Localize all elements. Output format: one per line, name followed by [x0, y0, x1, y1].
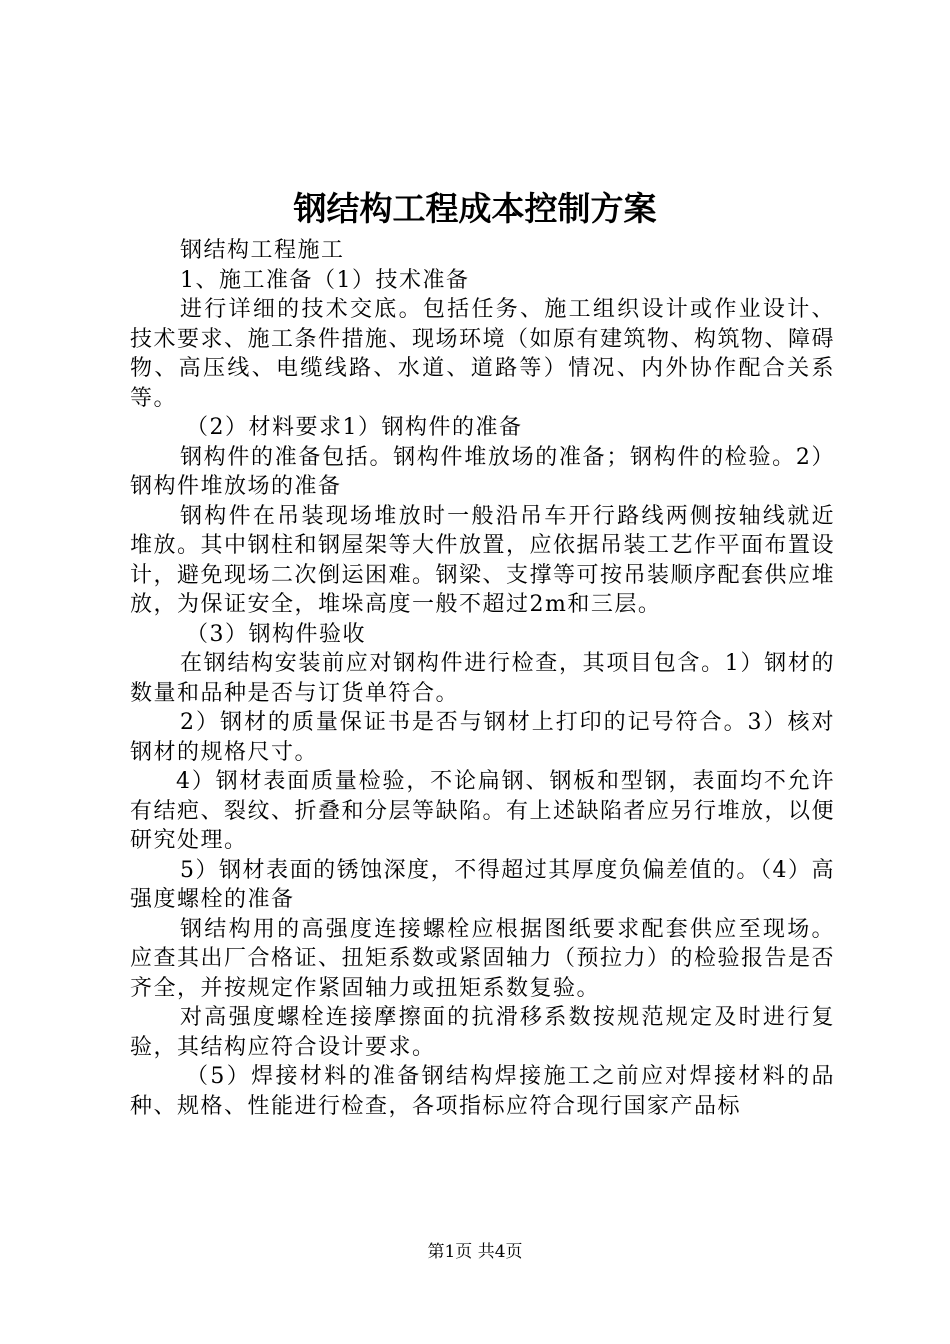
paragraph: 钢结构工程施工: [180, 238, 345, 263]
paragraph: （2）材料要求1）钢构件的准备: [186, 415, 523, 440]
document-title: 钢结构工程成本控制方案: [293, 189, 657, 228]
paragraph: 2）钢材的质量保证书是否与钢材上打印的记号符合。3）核对钢材的规格尺寸。: [130, 710, 835, 765]
paragraph: 进行详细的技术交底。包括任务、施工组织设计或作业设计、技术要求、施工条件措施、现场环境（如原有建筑物、构筑物、障碍物、高压线、电缆线路、水道、道路等）情况、内外协作配合关系等。: [130, 297, 836, 411]
paragraph: 4）钢材表面质量检验，不论扁钢、钢板和型钢，表面均不允许有结疤、裂纹、折叠和分层等缺陷。有上述缺陷者应另行堆放，以便研究处理。: [130, 769, 836, 853]
page-footer: 第1页 共4页: [427, 1242, 523, 1262]
paragraph: 1、施工准备（1）技术准备: [180, 267, 470, 293]
document-body: [130, 236, 835, 1121]
paragraph: （5）焊接材料的准备钢结构焊接施工之前应对焊接材料的品种、规格、性能进行检查，各项指标应符合现行国家产品标: [130, 1064, 835, 1119]
paragraph: 钢构件在吊装现场堆放时一般沿吊车开行路线两侧按轴线就近堆放。其中钢柱和钢屋架等大件放置，应依据吊装工艺作平面布置设计，避免现场二次倒运困难。钢梁、支撑等可按吊装顺序配套供应堆放，为保证安全，堆垛高度一般不超过2m和三层。: [130, 503, 836, 617]
paragraph: （3）钢构件验收: [186, 621, 366, 647]
paragraph: 钢结构用的高强度连接螺栓应根据图纸要求配套供应至现场。应查其出厂合格证、扭矩系数或紧固轴力（预拉力）的检验报告是否齐全，并按规定作紧固轴力或扭矩系数复验。: [130, 916, 836, 1001]
paragraph: 对高强度螺栓连接摩擦面的抗滑移系数按规范规定及时进行复验，其结构应符合设计要求。: [130, 1005, 835, 1060]
paragraph: 钢构件的准备包括。钢构件堆放场的准备；钢构件的检验。2）钢构件堆放场的准备: [130, 444, 835, 499]
paragraph: 在钢结构安装前应对钢构件进行检查，其项目包含。1）钢材的数量和品种是否与订货单符合。: [130, 651, 835, 706]
paragraph: 5）钢材表面的锈蚀深度，不得超过其厚度负偏差值的。（4）高强度螺栓的准备: [130, 857, 835, 912]
